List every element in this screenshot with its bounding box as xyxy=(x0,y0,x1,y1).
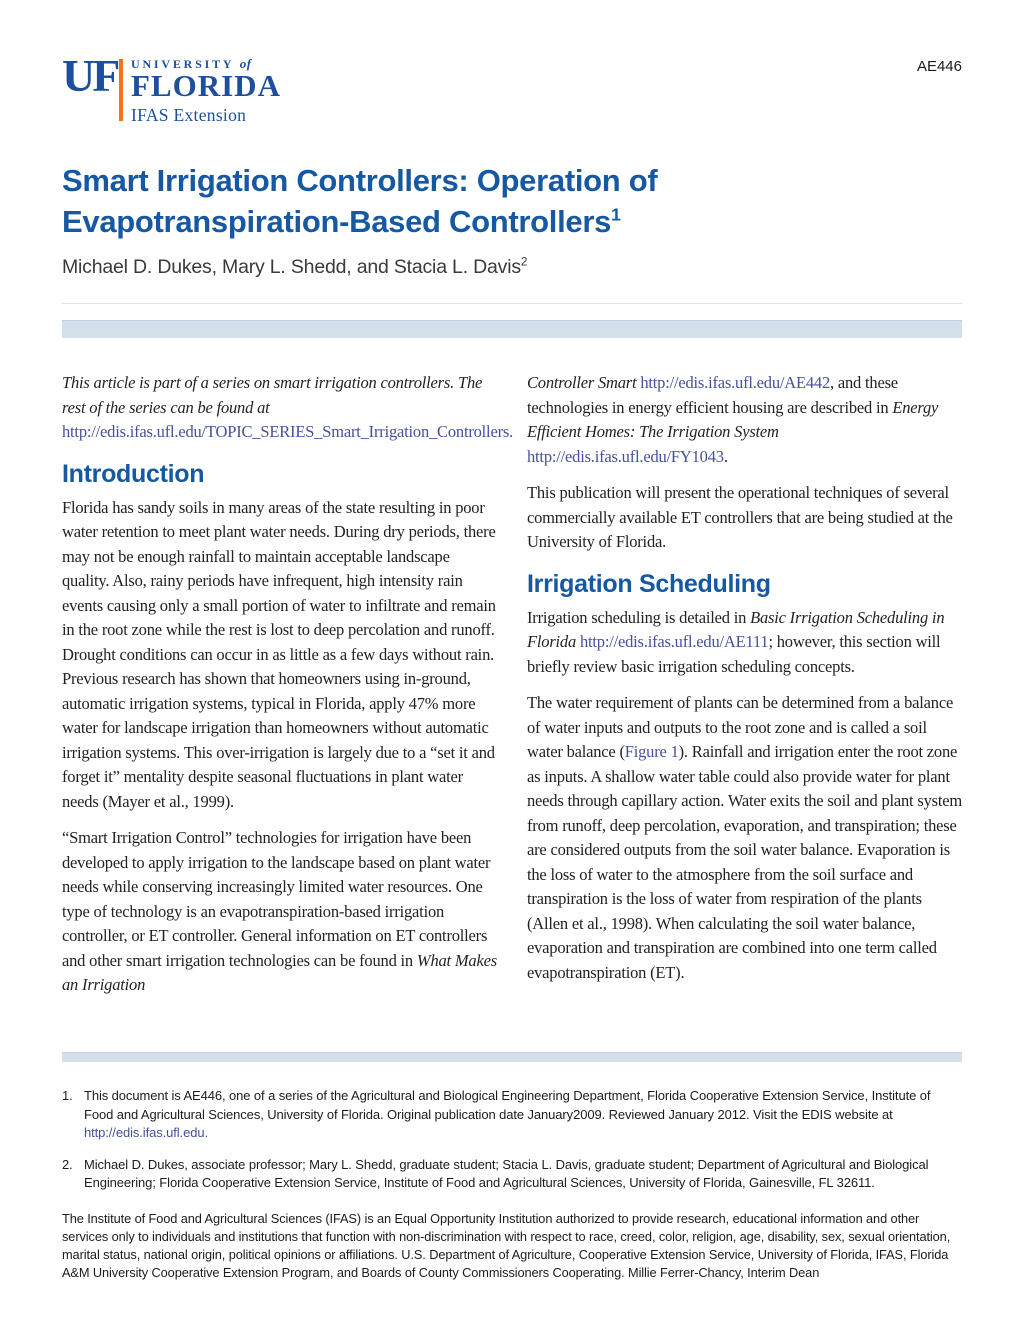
authors-line: Michael D. Dukes, Mary L. Shedd, and Stacia L. Davis$^2$ xyxy=(62,255,528,278)
hyperlink[interactable]: http://edis.ifas.ufl.edu xyxy=(84,1125,205,1140)
header-hairline xyxy=(62,303,962,304)
page-header xyxy=(62,50,962,126)
hyperlink[interactable]: http://edis.ifas.ufl.edu/FY1043 xyxy=(527,446,724,466)
logo-florida-line: FLORIDA xyxy=(131,68,281,103)
document-number: AE446 xyxy=(916,58,962,75)
footnotes xyxy=(62,1087,962,1193)
publication-overview-paragraph: This publication will present the operational techniques of several commercially available ET controllers that are being studied at the University of Florida. xyxy=(527,483,953,551)
footnote-1-text: This document is AE446, one of a series of the Agricultural and Biological Engineering Department, Florida Cooperative Extension Service, Institute of Food and Agricultural Sciences, University of Florida. Original publication date January2009. Reviewed January 2012. Visit the EDIS website at http://edis.ifas.ufl.edu. xyxy=(84,1088,931,1140)
footnote-1 xyxy=(62,1087,962,1143)
authors-footnote-ref: 2 xyxy=(520,255,528,269)
logo-ifas-extension-line: IFAS Extension xyxy=(131,105,247,125)
footnote-2-text: Michael D. Dukes, associate professor; Mary L. Shedd, graduate student; Stacia L. Davis, graduate student; Department of Agricultural and Biological Engineering; Florida Cooperative Extension Service, Institute of Food and Agricultural Sciences, University of Florida, Gainesville, FL 32611. xyxy=(84,1156,929,1190)
introduction-heading: Introduction xyxy=(62,459,205,488)
uf-monogram: UF xyxy=(62,50,118,101)
logo-wordmark xyxy=(131,58,281,124)
hyperlink[interactable]: . xyxy=(204,1125,208,1140)
right-column xyxy=(527,371,962,1055)
logo-university-of-line: UNIVERSITY of xyxy=(131,56,252,71)
hyperlink[interactable]: http://edis.ifas.ufl.edu/AE111 xyxy=(579,632,769,651)
hyperlink[interactable]: http://edis.ifas.ufl.edu/TOPIC_SERIES_Smart_Irrigation_Controllers. xyxy=(62,422,514,441)
body-columns xyxy=(62,371,962,1055)
irrigation-scheduling-heading: Irrigation Scheduling xyxy=(527,569,771,598)
hyperlink[interactable]: http://edis.ifas.ufl.edu/AE442 xyxy=(640,373,831,392)
footnote-1-number: 1. xyxy=(62,1088,73,1103)
section-divider-bar-top xyxy=(62,320,962,338)
title-footnote-ref: 1 xyxy=(611,204,621,225)
page-title: Smart Irrigation Controllers: Operation of Evapotranspiration-Based Controllers$^1$ xyxy=(62,163,658,239)
footnote-block xyxy=(62,1062,962,1282)
uf-ifas-extension-logo xyxy=(62,50,342,126)
footnote-2-number: 2. xyxy=(62,1156,73,1172)
logo-divider-bar xyxy=(119,59,123,121)
left-column xyxy=(62,371,514,1055)
section-divider-bar-bottom xyxy=(62,1052,962,1062)
ifas-equal-opportunity-statement: The Institute of Food and Agricultural Sciences (IFAS) is an Equal Opportunity Institution authorized to provide research, educational information and other services only to individuals and institutions that function with non-discrimination with respect to race, creed, color, religion, age, disability, sex, sexual orientation, marital status, national origin, political opinions or affiliations. U.S. Department of Agriculture, Cooperative Extension Service, University of Florida, IFAS, Florida A&M University Cooperative Extension Program, and Boards of County Commissioners Cooperating. Millie Ferrer-Chancy, Interim Dean xyxy=(62,1210,951,1280)
series-note-paragraph: This article is part of a series on smart irrigation controllers. The rest of the series can be found at http://edis.ifas.ufl.edu/TOPIC_SERIES_Smart_Irrigation_Controllers. xyxy=(62,373,514,441)
introduction-paragraph-2: “Smart Irrigation Control” technologies for irrigation have been developed to apply irrigation to the landscape based on plant water needs while conserving increasingly limited water resources. One type of technology is an evapotranspiration-based irrigation controller, or ET controller. General information on ET controllers and other smart irrigation technologies can be found in What Makes an Irrigation xyxy=(62,828,497,994)
introduction-paragraph-1: Florida has sandy soils in many areas of the state resulting in poor water retention to meet plant water needs. During dry periods, there may not be enough rainfall to maintain acceptable landscape quality. Also, rainy periods have infrequent, high intensity rain events causing only a small portion of water to infiltrate and remain in the root zone while the rest is lost to deep percolation and runoff. Drought conditions can occur in as little as a few days without rain. Previous research has shown that homeowners using in-ground, automatic irrigation systems, typical in Florida, apply 47% more water for landscape irrigation than homeowners without automatic irrigation systems. This over-irrigation is largely due to a “set it and forget it” mentality despite seasonal fluctuations in plant water needs (Mayer et al., 1999). xyxy=(62,497,496,811)
footnote-2 xyxy=(62,1156,962,1193)
continuation-paragraph: Controller Smart http://edis.ifas.ufl.edu/AE442, and these technologies in energy efficient housing are described in Energy Efficient Homes: The Irrigation System http://edis.ifas.ufl.edu/FY1043. xyxy=(527,373,939,466)
scheduling-paragraph-2: The water requirement of plants can be determined from a balance of water inputs and outputs to the root zone and is called a soil water balance (Figure 1). Rainfall and irrigation enter the root zone as inputs. A shallow water table could also provide water for plant needs through capillary action. Water exits the soil and plant system from runoff, deep percolation, evaporation, and transpiration; these are considered outputs from the soil water balance. Evaporation is the loss of water to the atmosphere from the soil surface and transpiration is the loss of water from respiration of the plants (Allen et al., 1998). When calculating the soil water balance, evaporation and transpiration are combined into one term called evapotranspiration (ET). xyxy=(527,693,962,982)
hyperlink[interactable]: Figure 1 xyxy=(624,742,679,761)
scheduling-paragraph-1: Irrigation scheduling is detailed in Basic Irrigation Scheduling in Florida http://edis.ifas.ufl.edu/AE111; however, this section will briefly review basic irrigation scheduling concepts. xyxy=(527,607,945,676)
